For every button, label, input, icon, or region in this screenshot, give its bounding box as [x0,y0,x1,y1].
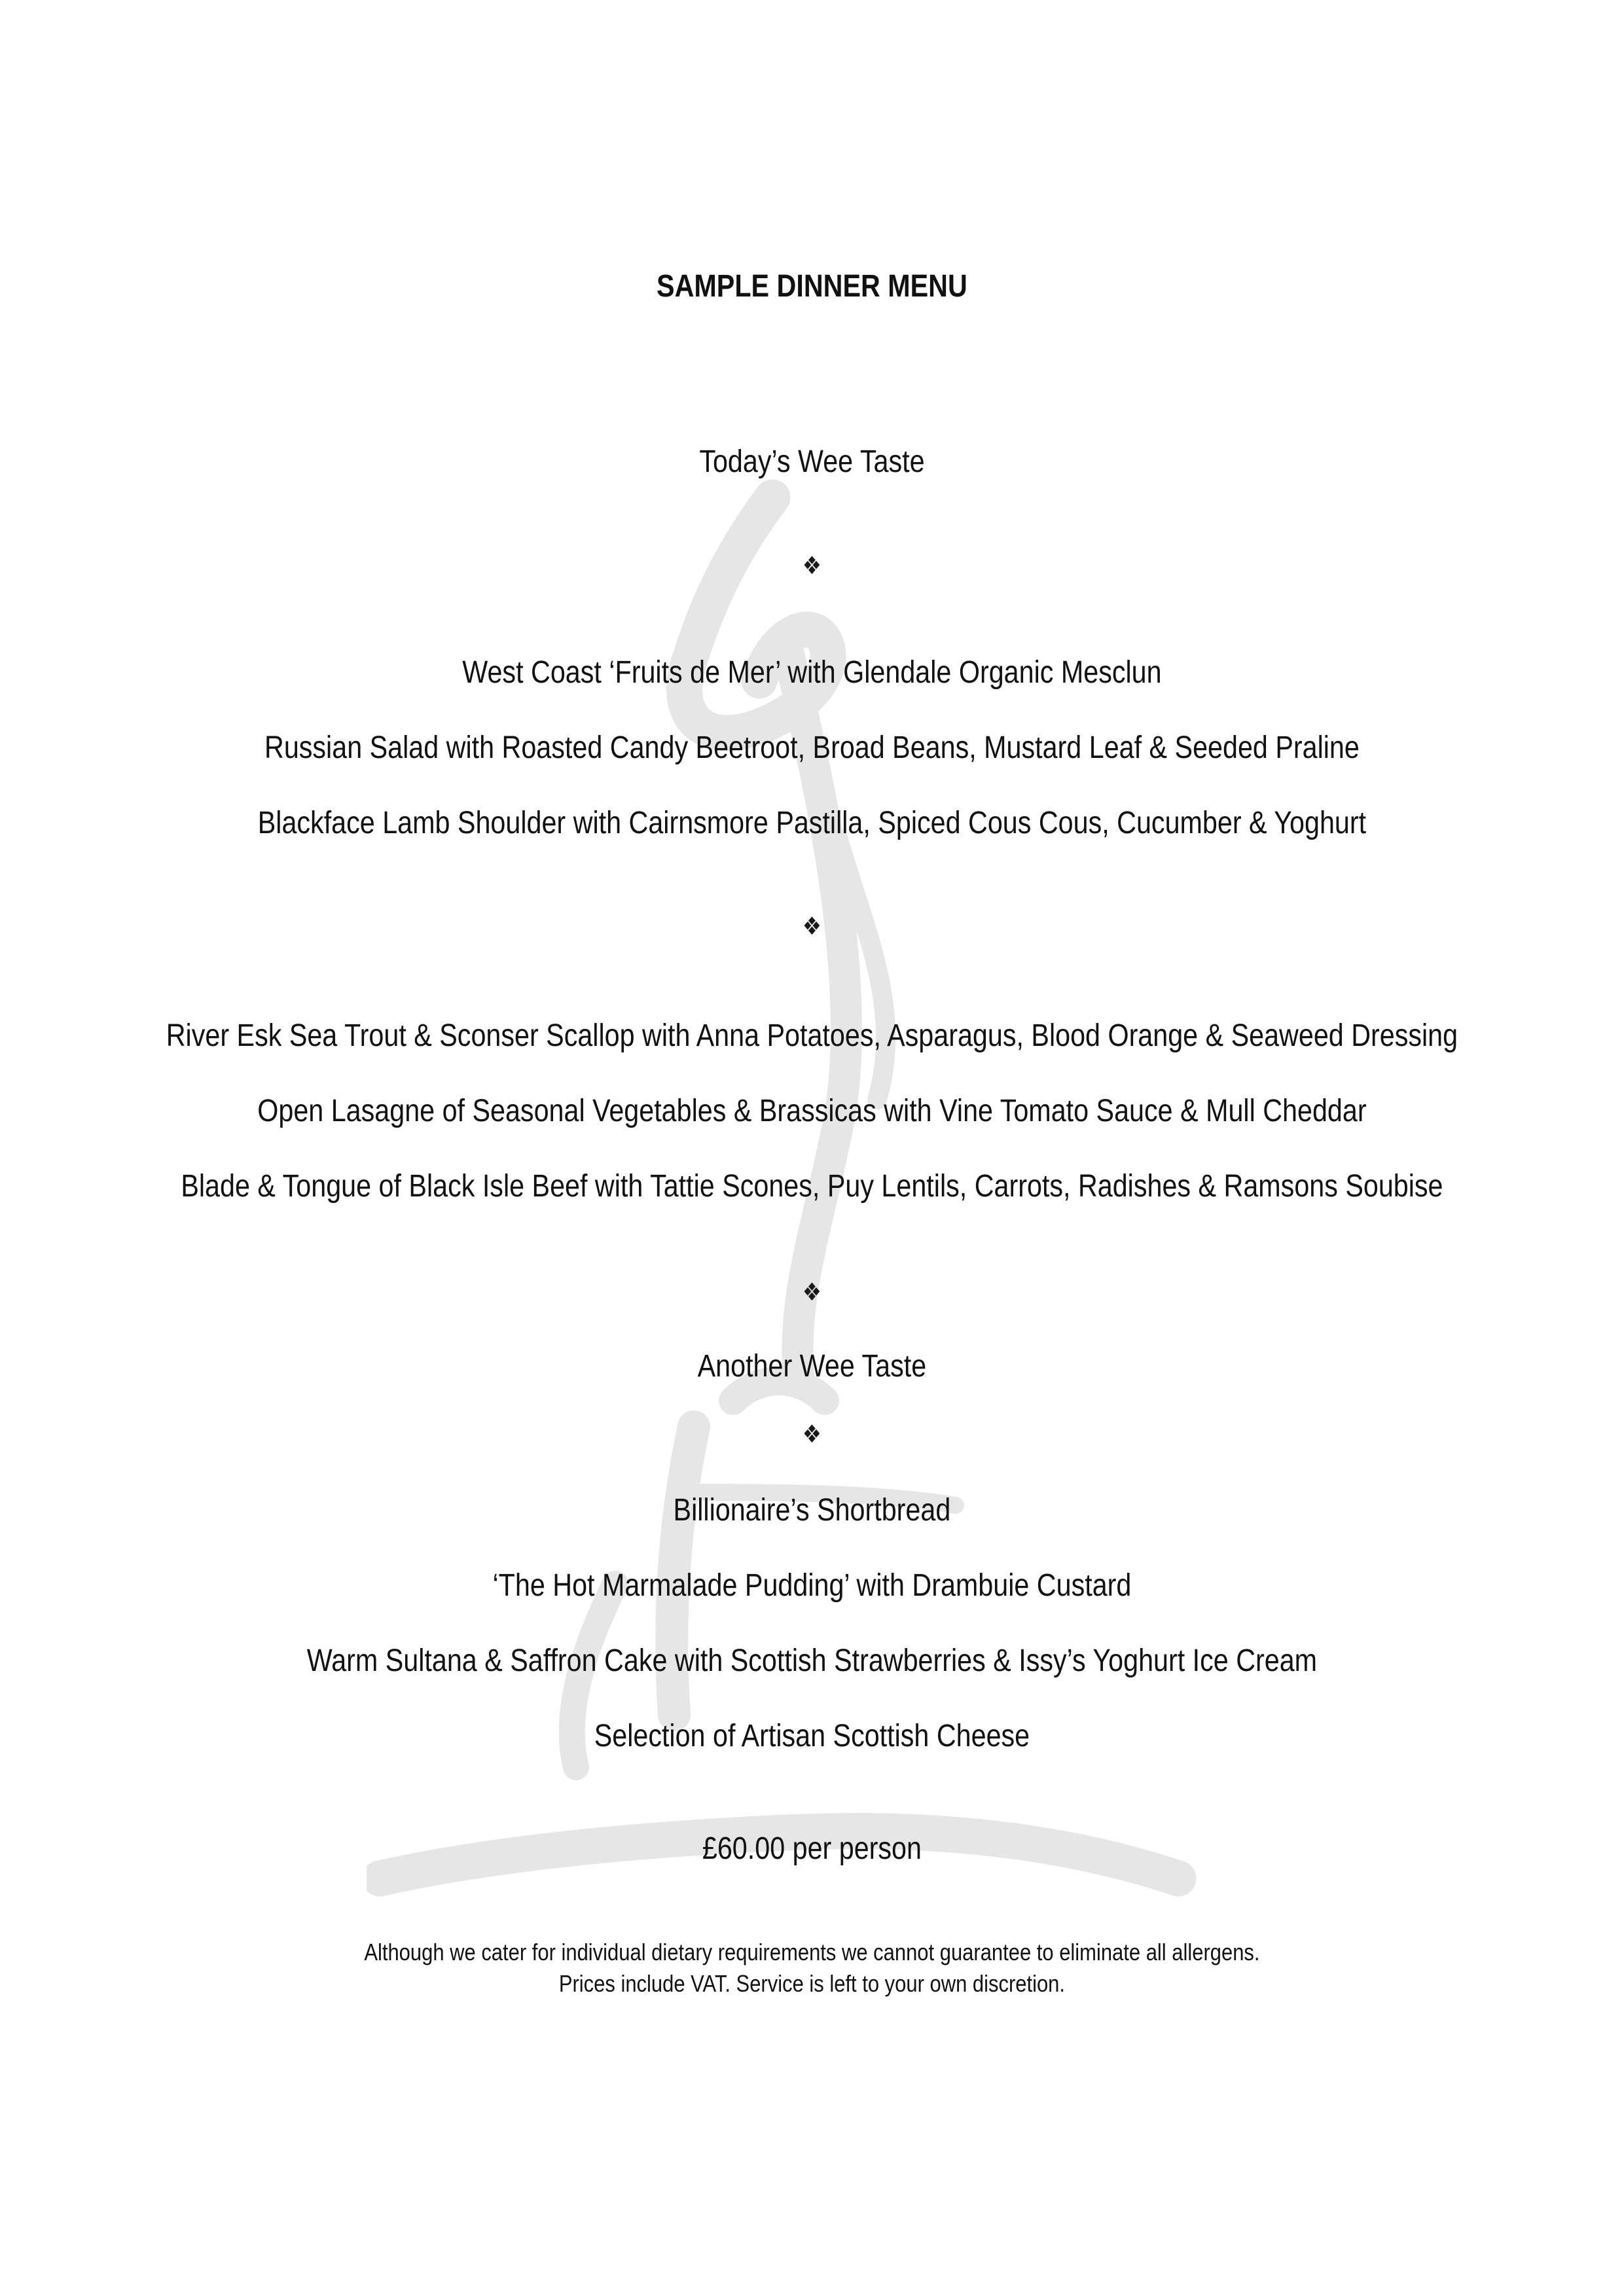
dessert-item: Billionaire’s Shortbread [673,1493,951,1528]
dessert-item: Warm Sultana & Saffron Cake with Scottish Strawberries & Issy’s Yoghurt Ice Cream [306,1643,1318,1678]
starter-item: Russian Salad with Roasted Candy Beetroot, Broad Beans, Mustard Leaf & Seeded Praline [264,730,1360,765]
vat-service-notice: Prices include VAT. Service is left to your own discretion. [558,1970,1066,1997]
dessert-item: Selection of Artisan Scottish Cheese [594,1719,1030,1753]
main-course-item: Open Lasagne of Seasonal Vegetables & Brassicas with Vine Tomato Sauce & Mull Cheddar [257,1094,1367,1128]
starter-item: Blackface Lamb Shoulder with Cairnsmore Pastilla, Spiced Cous Cous, Cucumber & Yoghurt [257,806,1367,840]
starter-item: West Coast ‘Fruits de Mer’ with Glendale Organic Mesclun [462,655,1162,690]
course-divider-2: ❖ [802,913,822,941]
allergen-notice: Although we cater for individual dietary requirements we cannot guarantee to eliminate all allergens. [364,1939,1260,1965]
price-per-person: £60.00 per person [702,1831,922,1866]
course-divider-4: ❖ [802,1421,822,1448]
course-divider-1: ❖ [802,552,822,580]
main-course-item: Blade & Tongue of Black Isle Beef with Tattie Scones, Puy Lentils, Carrots, Radishes & Ramsons Soubise [181,1169,1443,1204]
dessert-item: ‘The Hot Marmalade Pudding’ with Drambuie Custard [492,1568,1132,1603]
amuse-bouche-course: Today’s Wee Taste [699,444,925,479]
pre-dessert-course: Another Wee Taste [697,1349,927,1384]
course-divider-3: ❖ [802,1279,822,1306]
main-course-item: River Esk Sea Trout & Sconser Scallop with Anna Potatoes, Asparagus, Blood Orange & Seaweed Dressing [166,1018,1458,1053]
menu-title: SAMPLE DINNER MENU [657,269,967,304]
